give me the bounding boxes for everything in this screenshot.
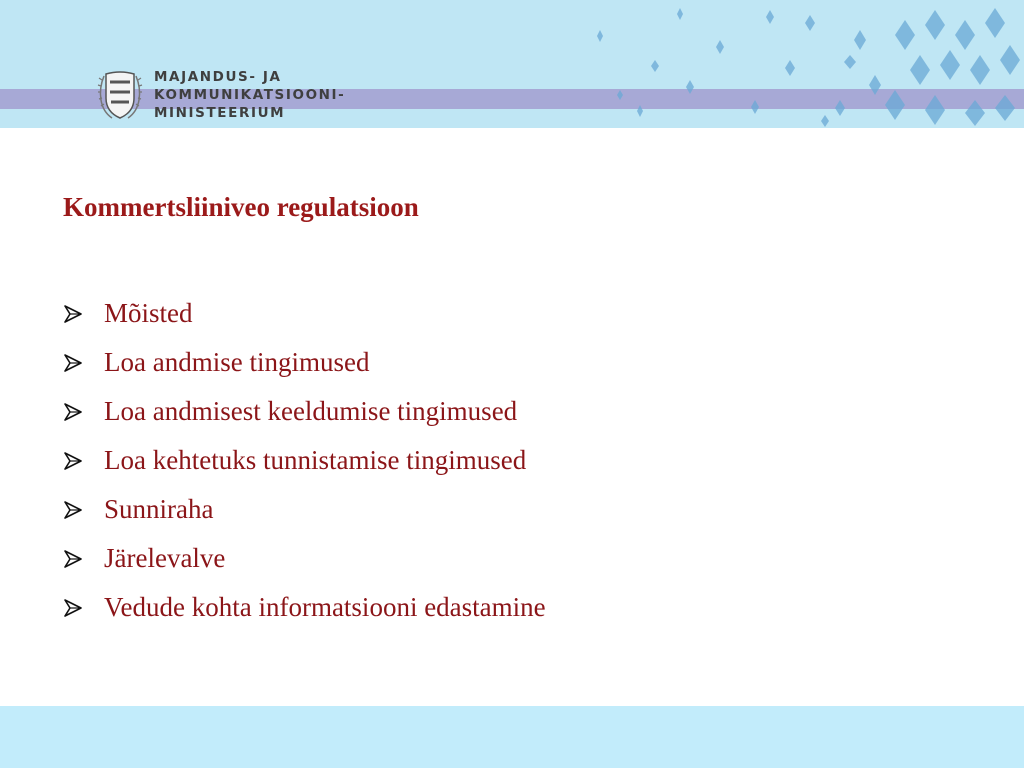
ministry-name-line-3: MINISTEERIUM [154,105,286,121]
list-item-text: Loa andmisest keeldumise tingimused [104,396,518,426]
arrowhead-bullet-icon [64,452,104,470]
arrowhead-bullet-icon [64,403,104,421]
list-item [64,338,964,387]
header-band [0,0,1024,128]
list-item [64,583,964,632]
list-item-text: Mõisted [104,298,193,328]
ministry-name-line-2: KOMMUNIKATSIOONI- [154,87,346,103]
list-item [64,436,964,485]
arrowhead-bullet-icon [64,599,104,617]
ministry-name-line-1: MAJANDUS- JA [154,69,282,85]
bullet-list [64,289,964,632]
list-item [64,289,964,338]
ministry-logo [92,68,352,126]
list-item-text: Loa andmise tingimused [104,347,370,377]
list-item [64,485,964,534]
slide-title: Kommertsliiniveo regulatsioon [63,192,419,222]
list-item-text: Vedude kohta informatsiooni edastamine [104,592,546,622]
arrowhead-bullet-icon [64,305,104,323]
ministry-name [154,68,374,122]
arrowhead-bullet-icon [64,550,104,568]
list-item-text: Sunniraha [104,494,214,524]
list-item-text: Loa kehtetuks tunnistamise tingimused [104,445,527,475]
arrowhead-bullet-icon [64,501,104,519]
list-item-text: Järelevalve [104,543,226,573]
list-item [64,534,964,583]
arrowhead-bullet-icon [64,354,104,372]
list-item [64,387,964,436]
footer-band [0,706,1024,768]
coat-of-arms-icon [96,68,144,122]
